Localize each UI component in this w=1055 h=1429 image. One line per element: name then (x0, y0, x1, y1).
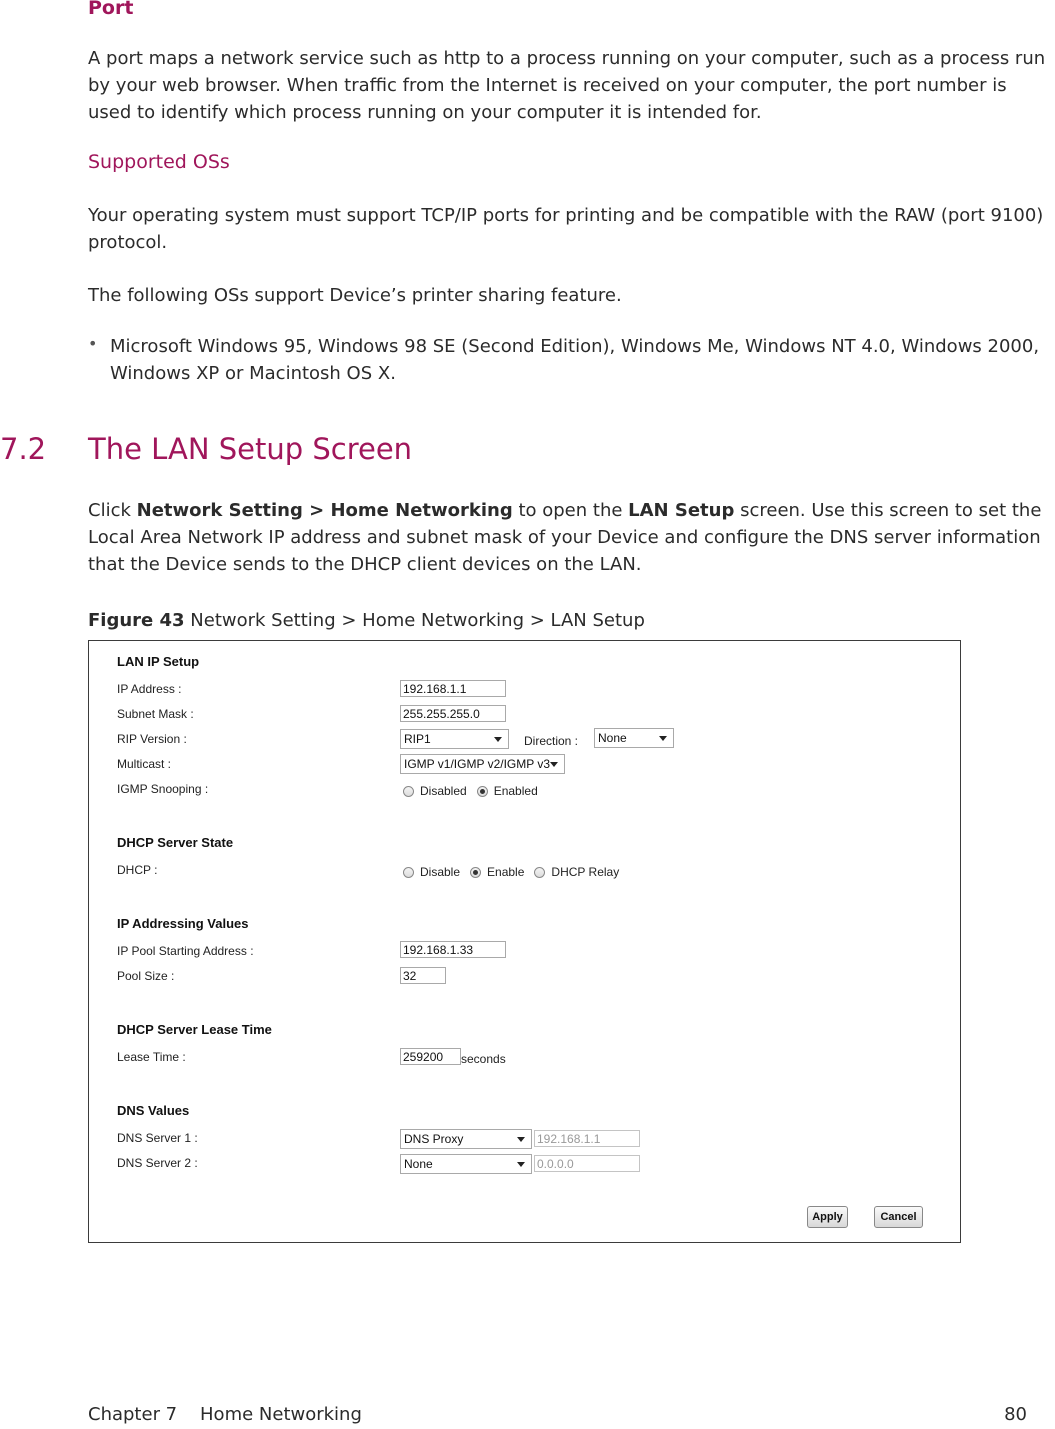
nav-path: Network Setting > Home Networking (136, 500, 513, 521)
figure-caption: Figure 43 Network Setting > Home Networking > LAN Setup (88, 610, 645, 631)
figure-label: Figure 43 (88, 610, 185, 631)
ip-address-input[interactable]: 192.168.1.1 (400, 680, 506, 697)
rip-version-label: RIP Version : (117, 732, 187, 746)
ip-address-label: IP Address : (117, 682, 182, 696)
direction-label: Direction : (524, 734, 579, 748)
subnet-mask-input[interactable]: 255.255.255.0 (400, 705, 506, 722)
dns-server-1-select[interactable]: DNS Proxy (400, 1129, 532, 1149)
dns-server-2-label: DNS Server 2 : (117, 1156, 198, 1170)
chevron-down-icon (550, 762, 558, 767)
multicast-label: Multicast : (117, 757, 172, 771)
dhcp-relay-radio[interactable] (534, 867, 545, 878)
pool-size-input[interactable]: 32 (400, 967, 446, 984)
ip-addressing-values-title: IP Addressing Values (117, 916, 249, 931)
dns-values-title: DNS Values (117, 1103, 190, 1118)
chevron-down-icon (517, 1162, 525, 1167)
igmp-snooping-label: IGMP Snooping : (117, 782, 209, 796)
apply-button[interactable]: Apply (807, 1206, 848, 1228)
bullet-marker: • (88, 334, 98, 353)
lease-time-input[interactable]: 259200 (400, 1048, 461, 1065)
cancel-button[interactable]: Cancel (874, 1206, 923, 1228)
dhcp-lease-time-title: DHCP Server Lease Time (117, 1022, 272, 1037)
footer-chapter: Chapter 7 Home Networking (88, 1404, 362, 1425)
supported-paragraph-2: The following OSs support Device’s printer sharing feature. (88, 285, 622, 306)
chevron-down-icon (659, 736, 667, 741)
supported-os-bullet: Microsoft Windows 95, Windows 98 SE (Second Edition), Windows Me, Windows NT 4.0, Windows 2000, Windows XP or Macintosh OS X. (110, 336, 1040, 384)
dhcp-disable-radio[interactable] (403, 867, 414, 878)
section-intro-paragraph: Click Network Setting > Home Networking to open the LAN Setup screen. Use this screen to set the Local Area Network IP address and subnet mask of your Device and configure the DNS server information that the Device sends to the DHCP client devices on the LAN. (88, 500, 1042, 575)
port-paragraph: A port maps a network service such as http to a process running on your computer, such as a process run by your web browser. When traffic from the Internet is received on your computer, the port number is used to identify which process running on your computer it is intended for. (88, 48, 1046, 123)
section-title: The LAN Setup Screen (88, 432, 413, 466)
lan-setup-screenshot (88, 640, 961, 1243)
ip-pool-start-label: IP Pool Starting Address : (117, 944, 254, 958)
dhcp-enable-radio[interactable] (470, 867, 481, 878)
chevron-down-icon (494, 737, 502, 742)
dns-server-2-input[interactable]: 0.0.0.0 (534, 1155, 640, 1172)
multicast-select[interactable]: IGMP v1/IGMP v2/IGMP v3 (400, 754, 565, 774)
supported-oss-heading: Supported OSs (88, 151, 230, 173)
igmp-disabled-radio[interactable] (403, 786, 414, 797)
dhcp-label: DHCP : (117, 863, 158, 877)
lease-time-unit: seconds (461, 1052, 506, 1066)
ip-pool-start-input[interactable]: 192.168.1.33 (400, 941, 506, 958)
lan-ip-setup-title: LAN IP Setup (117, 654, 200, 669)
chevron-down-icon (517, 1137, 525, 1142)
direction-select[interactable]: None (594, 728, 674, 748)
lease-time-label: Lease Time : (117, 1050, 186, 1064)
dhcp-radio-group: Disable Enable DHCP Relay (403, 865, 629, 879)
screen-name: LAN Setup (628, 500, 735, 521)
igmp-enabled-radio[interactable] (477, 786, 488, 797)
dhcp-server-state-title: DHCP Server State (117, 835, 234, 850)
port-heading: Port (88, 0, 134, 19)
pool-size-label: Pool Size : (117, 969, 175, 983)
dns-server-2-select[interactable]: None (400, 1154, 532, 1174)
section-number: 7.2 (0, 432, 47, 466)
footer-page-number: 80 (1004, 1404, 1027, 1425)
subnet-mask-label: Subnet Mask : (117, 707, 194, 721)
rip-version-select[interactable]: RIP1 (400, 729, 509, 749)
dns-server-1-label: DNS Server 1 : (117, 1131, 198, 1145)
supported-paragraph-1: Your operating system must support TCP/IP ports for printing and be compatible with the RAW (port 9100) protocol. (88, 205, 1044, 253)
igmp-snooping-radio-group: Disabled Enabled (403, 784, 548, 798)
dns-server-1-input[interactable]: 192.168.1.1 (534, 1130, 640, 1147)
